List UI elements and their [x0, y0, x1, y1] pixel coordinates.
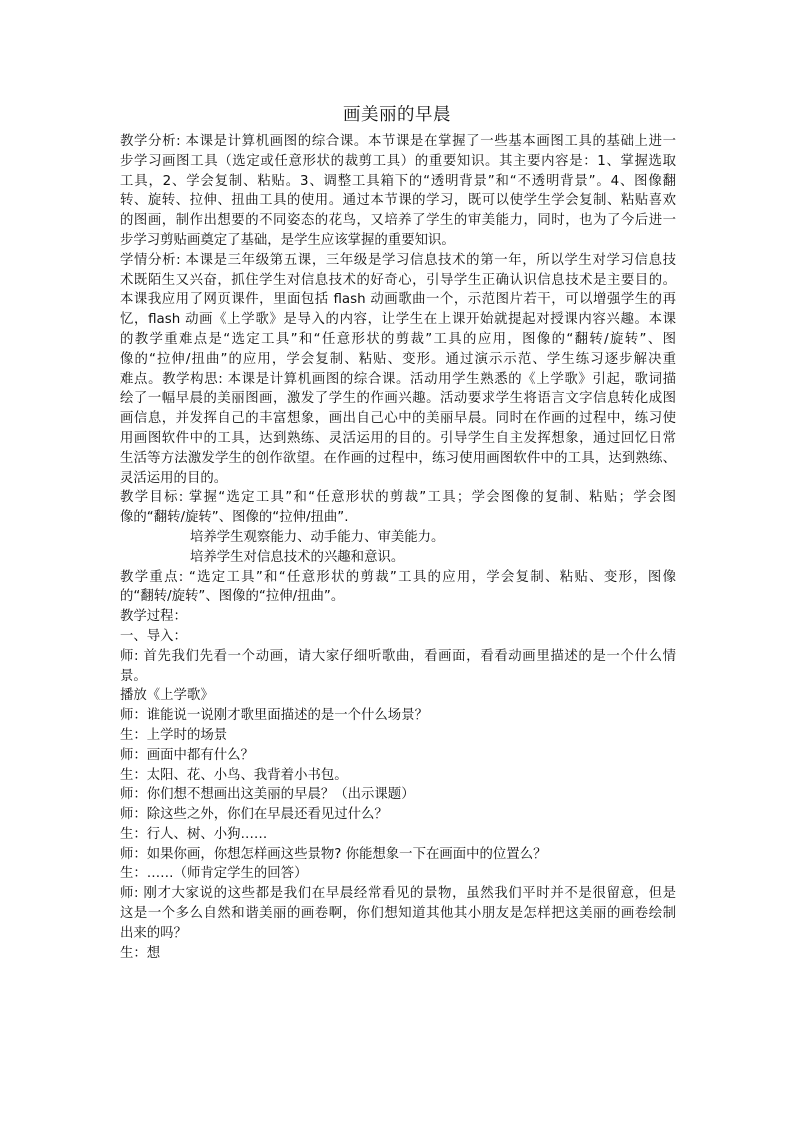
section-heading: 教学过程：: [120, 609, 187, 625]
paragraph-line: 教学重点: “选定工具”和“任意形状的剪裁”工具的应用，学会复制、粘贴、变形，图像: [120, 569, 676, 585]
dialogue-line: 生：……（师肯定学生的回答）: [120, 866, 308, 882]
objective-line: 培养学生观察能力、动手能力、审美能力。: [190, 529, 445, 545]
dialogue-line: 这是一个多么自然和谐美丽的画卷啊，你们想知道其他其小朋友是怎样把这美丽的画卷绘制: [120, 906, 676, 922]
paragraph-line: 像的“拉伸/扭曲”的应用，学会复制、粘贴、变形。通过演示示范、学生练习逐步解决重: [120, 351, 676, 367]
dialogue-line: 师：谁能说一说刚才歌里面描述的是一个什么场景？: [120, 708, 428, 724]
dialogue-line: 生：行人、树、小狗……: [120, 826, 268, 842]
paragraph-line: 灵活运用的目的。: [120, 470, 228, 486]
dialogue-line: 师: 刚才大家说的这些都是我们在早晨经常看见的景物，虽然我们平时并不是很留意，但是: [120, 886, 676, 902]
dialogue-line: 师：你们想不想画出这美丽的早晨？（出示课题）: [120, 787, 415, 803]
dialogue-line: 生：想: [120, 945, 161, 961]
paragraph-line: 用画图软件中的工具，达到熟练、灵活运用的目的。引导学生自主发挥想象，通过回忆日常: [120, 430, 676, 446]
dialogue-line: 师：除这些之外，你们在早晨还看见过什么？: [120, 807, 388, 823]
paragraph-line: 本课我应用了网页课件，里面包括 flash 动画歌曲一个，示范图片若干，可以增强学生的再: [120, 292, 676, 308]
document-body: [120, 132, 676, 963]
dialogue-line: 生：上学时的场景: [120, 727, 228, 743]
dialogue-line: 景。: [120, 668, 147, 684]
paragraph-line: 步学习画图工具（选定或任意形状的裁剪工具）的重要知识。其主要内容是：1、掌握选取: [120, 153, 676, 169]
dialogue-line: 师：画面中都有什么？: [120, 747, 254, 763]
paragraph-line: 术既陌生又兴奋，抓住学生对信息技术的好奇心，引导学生正确认识信息技术是主要目的。: [120, 272, 676, 288]
paragraph-line: 学情分析: 本课是三年级第五课，三年级是学习信息技术的第一年，所以学生对学习信息技: [120, 252, 676, 268]
dialogue-line: 生：太阳、花、小鸟、我背着小书包。: [120, 767, 348, 783]
paragraph-line: 的“翻转/旋转”、图像的“拉伸/扭曲”。: [120, 589, 345, 605]
paragraph-line: 生活等方法激发学生的创作欲望。在作画的过程中，练习使用画图软件中的工具，达到熟练、: [120, 450, 676, 466]
dialogue-line: 出来的吗？: [120, 925, 187, 941]
paragraph-line: 工具，2、学会复制、粘贴。3、调整工具箱下的“透明背景”和“不透明背景”。4、图像翻: [120, 173, 676, 189]
paragraph-line: 转、旋转、拉伸、扭曲工具的使用。通过本节课的学习，既可以使学生学会复制、粘贴喜欢: [120, 193, 676, 209]
objective-line: 培养学生对信息技术的兴趣和意识。: [190, 549, 405, 565]
paragraph-line: 步学习剪贴画奠定了基础，是学生应该掌握的重要知识。: [120, 232, 455, 248]
paragraph-line: 教学目标: 掌握“选定工具”和“任意形状的剪裁”工具；学会图像的复制、粘贴；学会图: [120, 490, 676, 506]
paragraph-line: 难点。教学构思: 本课是计算机画图的综合课。活动用学生熟悉的《上学歌》引起，歌词描: [120, 371, 676, 387]
paragraph-line: 画信息，并发挥自己的丰富想象，画出自己心中的美丽早晨。同时在作画的过程中，练习使: [120, 411, 676, 427]
dialogue-line: 师: 首先我们先看一个动画，请大家仔细听歌曲，看画面，看看动画里描述的是一个什么情: [120, 648, 676, 664]
section-heading: 一、导入：: [120, 628, 187, 644]
paragraph-line: 教学分析: 本课是计算机画图的综合课。本节课是在掌握了一些基本画图工具的基础上进一: [120, 134, 676, 149]
paragraph-line: 的图画，制作出想要的不同姿态的花鸟，又培养了学生的审美能力，同时，也为了今后进一: [120, 213, 676, 229]
document-title: 画美丽的早晨: [343, 105, 451, 125]
dialogue-line: 师：如果你画，你想怎样画这些景物? 你能想象一下在画面中的位置么？: [120, 846, 547, 862]
paragraph-line: 像的“翻转/旋转”、图像的“拉伸/扭曲”.: [120, 510, 349, 526]
paragraph-line: 忆，flash 动画《上学歌》是导入的内容，让学生在上课开始就提起对授课内容兴趣。本课: [120, 312, 676, 328]
paragraph-line: 的教学重难点是“选定工具”和“任意形状的剪裁”工具的应用，图像的“翻转/旋转”、图: [120, 331, 676, 347]
paragraph-line: 绘了一幅早晨的美丽图画，激发了学生的作画兴趣。活动要求学生将语言文字信息转化成图: [120, 391, 676, 407]
dialogue-line: 播放《上学歌》: [120, 688, 214, 704]
